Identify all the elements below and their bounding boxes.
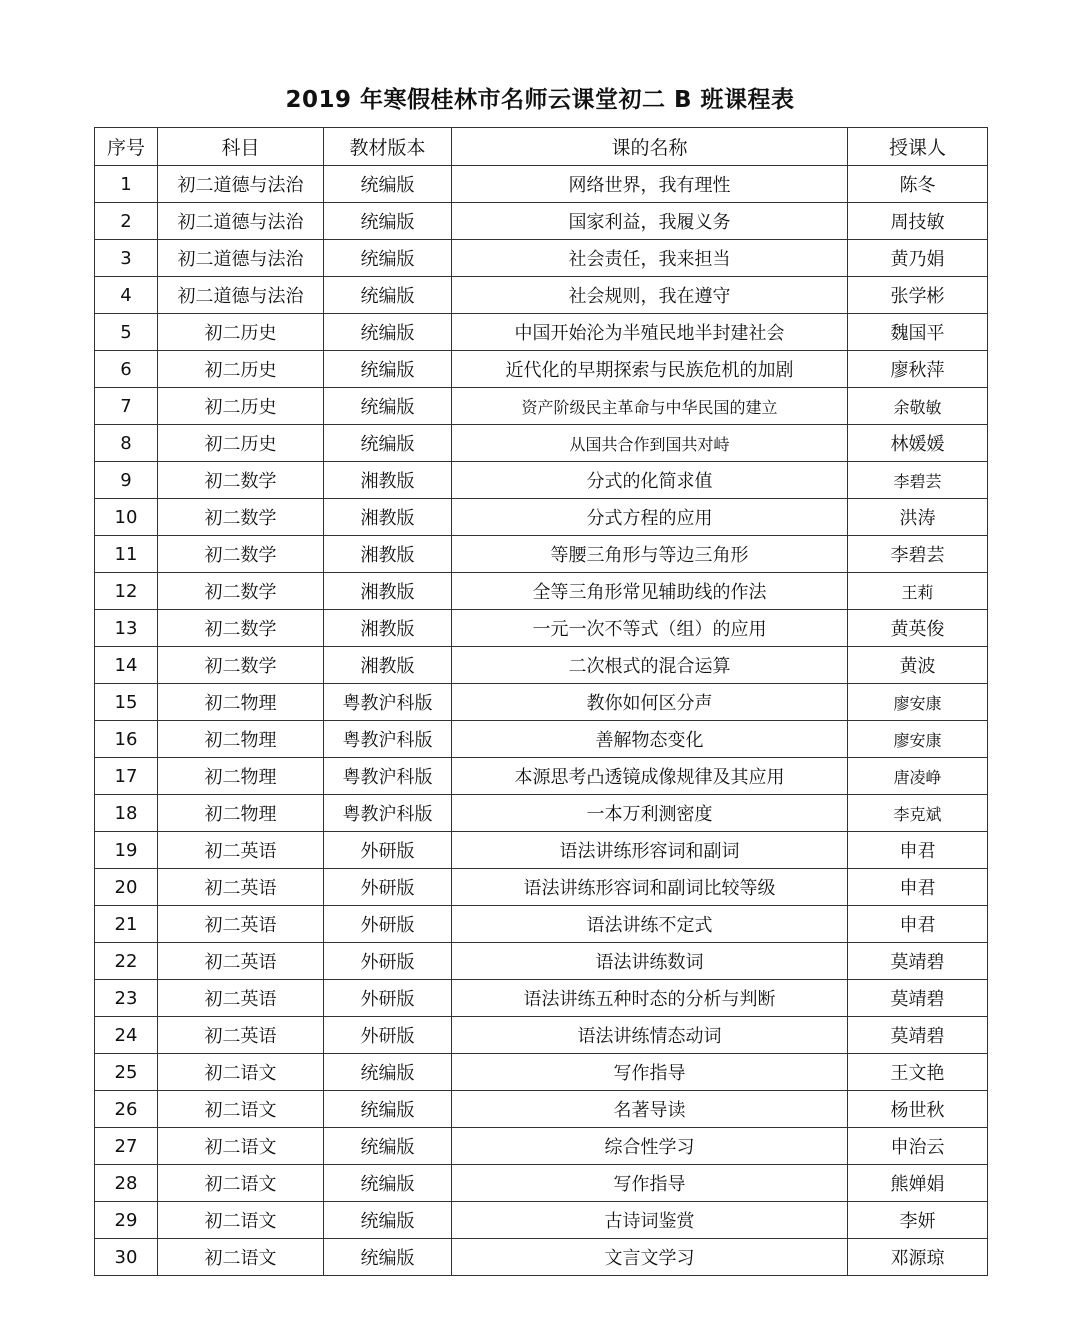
cell-edition: 粤教沪科版	[324, 684, 452, 721]
cell-course: 从国共合作到国共对峙	[452, 425, 848, 462]
cell-edition: 湘教版	[324, 647, 452, 684]
cell-no: 14	[95, 647, 158, 684]
cell-edition: 统编版	[324, 240, 452, 277]
table-row	[95, 462, 988, 499]
cell-no: 10	[95, 499, 158, 536]
cell-teacher: 邓源琼	[848, 1239, 988, 1276]
cell-no: 25	[95, 1054, 158, 1091]
table-row	[95, 1165, 988, 1202]
schedule-table	[94, 127, 988, 1276]
cell-subject: 初二数学	[158, 536, 324, 573]
cell-subject: 初二道德与法治	[158, 240, 324, 277]
cell-edition: 外研版	[324, 869, 452, 906]
cell-subject: 初二道德与法治	[158, 166, 324, 203]
cell-no: 9	[95, 462, 158, 499]
table-row	[95, 684, 988, 721]
cell-subject: 初二物理	[158, 684, 324, 721]
table-row	[95, 203, 988, 240]
cell-edition: 统编版	[324, 1239, 452, 1276]
cell-teacher: 莫靖碧	[848, 980, 988, 1017]
cell-course: 国家利益，我履义务	[452, 203, 848, 240]
cell-edition: 湘教版	[324, 499, 452, 536]
cell-teacher: 黄乃娟	[848, 240, 988, 277]
cell-subject: 初二数学	[158, 499, 324, 536]
table-row	[95, 240, 988, 277]
table-row	[95, 1054, 988, 1091]
cell-teacher: 李碧芸	[848, 536, 988, 573]
cell-edition: 湘教版	[324, 610, 452, 647]
cell-subject: 初二历史	[158, 388, 324, 425]
cell-no: 15	[95, 684, 158, 721]
cell-course: 名著导读	[452, 1091, 848, 1128]
cell-subject: 初二数学	[158, 647, 324, 684]
table-row	[95, 758, 988, 795]
cell-no: 18	[95, 795, 158, 832]
cell-subject: 初二语文	[158, 1165, 324, 1202]
cell-subject: 初二物理	[158, 795, 324, 832]
cell-subject: 初二英语	[158, 832, 324, 869]
cell-teacher: 申君	[848, 832, 988, 869]
cell-teacher: 张学彬	[848, 277, 988, 314]
table-row	[95, 795, 988, 832]
table-row	[95, 610, 988, 647]
cell-edition: 外研版	[324, 906, 452, 943]
cell-no: 6	[95, 351, 158, 388]
cell-edition: 统编版	[324, 1054, 452, 1091]
cell-teacher: 林媛媛	[848, 425, 988, 462]
cell-teacher: 黄英俊	[848, 610, 988, 647]
table-row	[95, 906, 988, 943]
cell-course: 一元一次不等式（组）的应用	[452, 610, 848, 647]
cell-subject: 初二物理	[158, 721, 324, 758]
cell-subject: 初二数学	[158, 573, 324, 610]
cell-teacher: 魏国平	[848, 314, 988, 351]
cell-edition: 统编版	[324, 1165, 452, 1202]
cell-no: 22	[95, 943, 158, 980]
table-row	[95, 1017, 988, 1054]
cell-course: 语法讲练情态动词	[452, 1017, 848, 1054]
cell-no: 3	[95, 240, 158, 277]
cell-subject: 初二数学	[158, 610, 324, 647]
cell-teacher: 杨世秋	[848, 1091, 988, 1128]
cell-no: 17	[95, 758, 158, 795]
cell-course: 语法讲练五种时态的分析与判断	[452, 980, 848, 1017]
cell-teacher: 陈冬	[848, 166, 988, 203]
cell-subject: 初二道德与法治	[158, 277, 324, 314]
cell-subject: 初二数学	[158, 462, 324, 499]
cell-course: 网络世界，我有理性	[452, 166, 848, 203]
page-title: 2019 年寒假桂林市名师云课堂初二 B 班课程表	[285, 87, 795, 113]
cell-no: 13	[95, 610, 158, 647]
cell-teacher: 申君	[848, 869, 988, 906]
table-row	[95, 869, 988, 906]
table-row	[95, 1091, 988, 1128]
cell-edition: 统编版	[324, 277, 452, 314]
cell-course: 善解物态变化	[452, 721, 848, 758]
cell-no: 5	[95, 314, 158, 351]
cell-edition: 统编版	[324, 351, 452, 388]
cell-course: 二次根式的混合运算	[452, 647, 848, 684]
cell-edition: 粤教沪科版	[324, 721, 452, 758]
cell-edition: 统编版	[324, 166, 452, 203]
cell-subject: 初二语文	[158, 1091, 324, 1128]
cell-edition: 统编版	[324, 1091, 452, 1128]
cell-course: 综合性学习	[452, 1128, 848, 1165]
cell-teacher: 唐凌峥	[848, 758, 988, 795]
cell-edition: 统编版	[324, 203, 452, 240]
table-row	[95, 277, 988, 314]
table-row	[95, 943, 988, 980]
cell-course: 语法讲练形容词和副词	[452, 832, 848, 869]
cell-no: 11	[95, 536, 158, 573]
cell-course: 资产阶级民主革命与中华民国的建立	[452, 388, 848, 425]
cell-subject: 初二英语	[158, 906, 324, 943]
table-row	[95, 425, 988, 462]
cell-course: 分式方程的应用	[452, 499, 848, 536]
cell-course: 分式的化简求值	[452, 462, 848, 499]
table-row	[95, 573, 988, 610]
cell-course: 全等三角形常见辅助线的作法	[452, 573, 848, 610]
header-row	[95, 128, 988, 166]
cell-no: 30	[95, 1239, 158, 1276]
table-row	[95, 1202, 988, 1239]
cell-course: 写作指导	[452, 1165, 848, 1202]
cell-edition: 湘教版	[324, 536, 452, 573]
cell-course: 等腰三角形与等边三角形	[452, 536, 848, 573]
cell-no: 21	[95, 906, 158, 943]
cell-course: 近代化的早期探索与民族危机的加剧	[452, 351, 848, 388]
cell-course: 语法讲练数词	[452, 943, 848, 980]
table-row	[95, 536, 988, 573]
cell-course: 语法讲练不定式	[452, 906, 848, 943]
cell-no: 16	[95, 721, 158, 758]
cell-subject: 初二语文	[158, 1239, 324, 1276]
table-row	[95, 499, 988, 536]
table-row	[95, 351, 988, 388]
cell-subject: 初二语文	[158, 1128, 324, 1165]
cell-subject: 初二历史	[158, 425, 324, 462]
cell-subject: 初二语文	[158, 1202, 324, 1239]
table-row	[95, 314, 988, 351]
cell-edition: 统编版	[324, 1202, 452, 1239]
cell-teacher: 洪涛	[848, 499, 988, 536]
cell-course: 古诗词鉴赏	[452, 1202, 848, 1239]
cell-edition: 统编版	[324, 388, 452, 425]
cell-no: 26	[95, 1091, 158, 1128]
cell-edition: 外研版	[324, 943, 452, 980]
cell-no: 8	[95, 425, 158, 462]
cell-teacher: 李克斌	[848, 795, 988, 832]
header-cell-subject: 科目	[158, 128, 324, 166]
cell-teacher: 熊婵娟	[848, 1165, 988, 1202]
cell-no: 27	[95, 1128, 158, 1165]
header-cell-teacher: 授课人	[848, 128, 988, 166]
table-row	[95, 166, 988, 203]
table-row	[95, 721, 988, 758]
cell-no: 4	[95, 277, 158, 314]
cell-course: 中国开始沦为半殖民地半封建社会	[452, 314, 848, 351]
cell-teacher: 王莉	[848, 573, 988, 610]
table-row	[95, 832, 988, 869]
cell-teacher: 申君	[848, 906, 988, 943]
cell-teacher: 王文艳	[848, 1054, 988, 1091]
cell-edition: 外研版	[324, 832, 452, 869]
cell-edition: 外研版	[324, 1017, 452, 1054]
cell-teacher: 周技敏	[848, 203, 988, 240]
cell-course: 写作指导	[452, 1054, 848, 1091]
cell-course: 教你如何区分声	[452, 684, 848, 721]
table-row	[95, 388, 988, 425]
cell-subject: 初二物理	[158, 758, 324, 795]
cell-teacher: 廖安康	[848, 721, 988, 758]
cell-course: 社会规则，我在遵守	[452, 277, 848, 314]
table-row	[95, 980, 988, 1017]
cell-subject: 初二英语	[158, 980, 324, 1017]
cell-course: 语法讲练形容词和副词比较等级	[452, 869, 848, 906]
table-row	[95, 1239, 988, 1276]
cell-course: 文言文学习	[452, 1239, 848, 1276]
cell-no: 19	[95, 832, 158, 869]
cell-no: 7	[95, 388, 158, 425]
cell-no: 12	[95, 573, 158, 610]
cell-edition: 统编版	[324, 314, 452, 351]
cell-edition: 湘教版	[324, 462, 452, 499]
cell-edition: 粤教沪科版	[324, 795, 452, 832]
cell-subject: 初二英语	[158, 1017, 324, 1054]
header-cell-no: 序号	[95, 128, 158, 166]
cell-edition: 外研版	[324, 980, 452, 1017]
cell-no: 2	[95, 203, 158, 240]
cell-course: 一本万利测密度	[452, 795, 848, 832]
cell-course: 本源思考凸透镜成像规律及其应用	[452, 758, 848, 795]
cell-no: 20	[95, 869, 158, 906]
cell-subject: 初二英语	[158, 869, 324, 906]
cell-edition: 粤教沪科版	[324, 758, 452, 795]
cell-no: 1	[95, 166, 158, 203]
cell-subject: 初二语文	[158, 1054, 324, 1091]
header-cell-course: 课的名称	[452, 128, 848, 166]
cell-teacher: 廖安康	[848, 684, 988, 721]
cell-teacher: 李碧芸	[848, 462, 988, 499]
cell-subject: 初二道德与法治	[158, 203, 324, 240]
cell-subject: 初二历史	[158, 314, 324, 351]
cell-teacher: 莫靖碧	[848, 943, 988, 980]
cell-teacher: 黄波	[848, 647, 988, 684]
table-body	[95, 166, 988, 1276]
cell-edition: 统编版	[324, 425, 452, 462]
cell-teacher: 申治云	[848, 1128, 988, 1165]
cell-teacher: 余敬敏	[848, 388, 988, 425]
cell-no: 29	[95, 1202, 158, 1239]
table-row	[95, 647, 988, 684]
cell-no: 23	[95, 980, 158, 1017]
cell-teacher: 廖秋萍	[848, 351, 988, 388]
header-cell-edition: 教材版本	[324, 128, 452, 166]
cell-subject: 初二英语	[158, 943, 324, 980]
cell-no: 24	[95, 1017, 158, 1054]
cell-course: 社会责任，我来担当	[452, 240, 848, 277]
cell-edition: 统编版	[324, 1128, 452, 1165]
cell-subject: 初二历史	[158, 351, 324, 388]
cell-edition: 湘教版	[324, 573, 452, 610]
cell-teacher: 莫靖碧	[848, 1017, 988, 1054]
table-row	[95, 1128, 988, 1165]
cell-teacher: 李妍	[848, 1202, 988, 1239]
cell-no: 28	[95, 1165, 158, 1202]
